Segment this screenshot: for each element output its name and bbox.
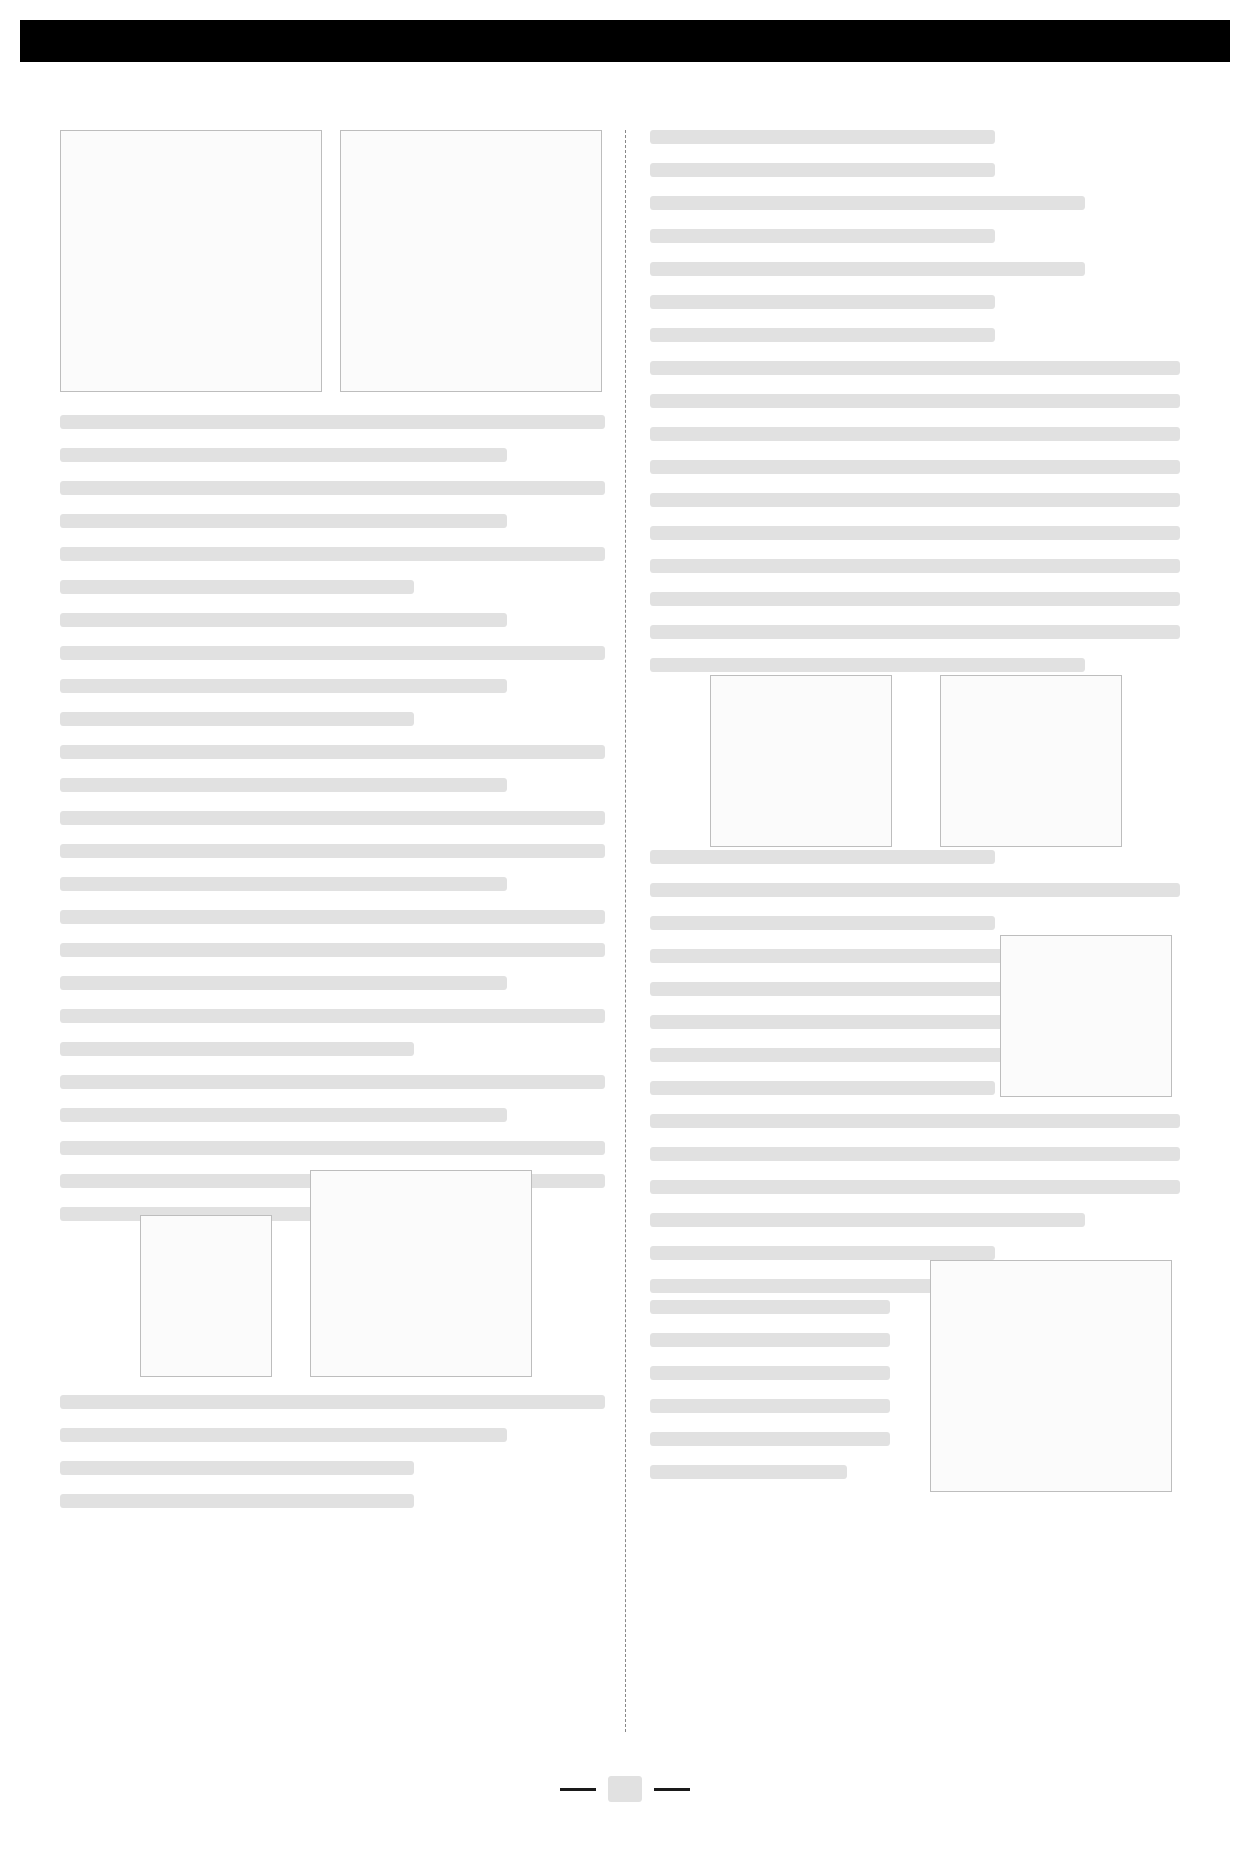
hint-figure-2 xyxy=(940,675,1122,847)
solution-3-continued-text xyxy=(650,130,1180,691)
solution-4-hint-text xyxy=(650,1300,890,1498)
page-number-area xyxy=(555,1771,695,1807)
solution-figure-1 xyxy=(140,1215,272,1377)
top-bar xyxy=(20,20,1230,62)
hint-figure-1 xyxy=(710,675,892,847)
solution-4-figure-1 xyxy=(1000,935,1172,1097)
page-number xyxy=(608,1776,642,1802)
page-number-dash-left xyxy=(560,1788,596,1791)
solution-figure-2 xyxy=(310,1170,532,1377)
page-number-dash-right xyxy=(654,1788,690,1791)
solution-4-figure-2 xyxy=(930,1260,1172,1492)
solution-3-text xyxy=(60,1395,605,1527)
column-divider xyxy=(625,130,626,1732)
solution-2-text xyxy=(60,415,605,1240)
right-column xyxy=(650,130,1180,1732)
figure-4 xyxy=(340,130,602,392)
left-column xyxy=(60,130,605,1732)
figure-3 xyxy=(60,130,322,392)
